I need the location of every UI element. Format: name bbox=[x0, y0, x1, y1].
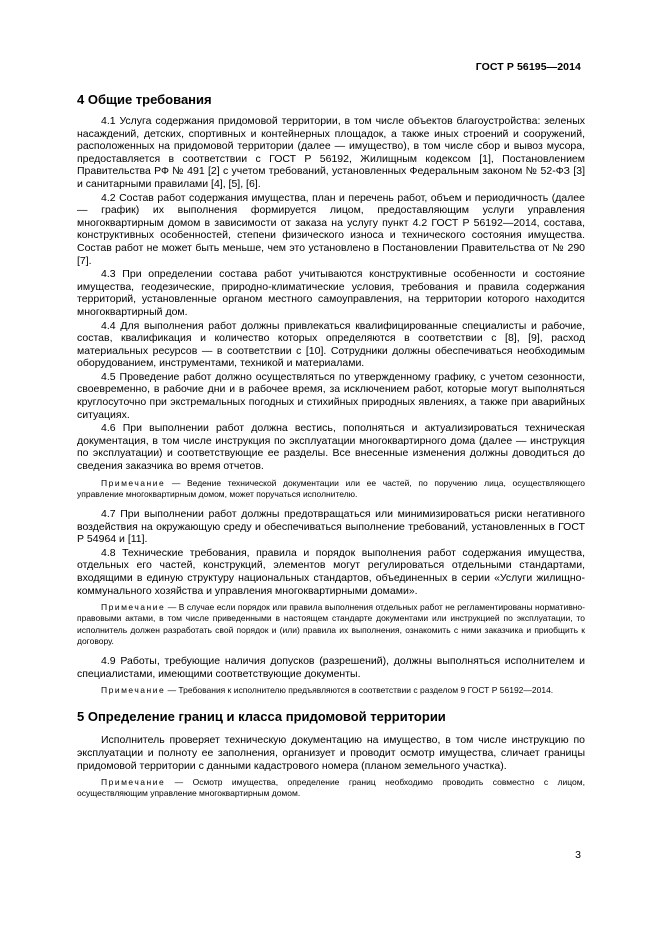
note-2 bbox=[77, 602, 585, 647]
paragraph-4-8: 4.8 Технические требования, правила и порядок выполнения работ содержания имущества, отдельных его частей, конструкций, элементов могут регулироваться отдельными стандартами, входящими в единую структуру национальных стандартов, объединенных в серии «Услуги жилищно-коммунального хозяйства и управления многоквартирными домами». bbox=[77, 546, 585, 597]
note-3 bbox=[77, 685, 585, 696]
paragraph-4-6: 4.6 При выполнении работ должна вестись, пополняться и актуализироваться техническая документация, в том числе инструкция по эксплуатации многоквартирного дома (далее — инструкция по эксплуатации) и соответствующие ее разделы. Все внесенные изменения должны доводиться до сведения заказчика во время отчетов. bbox=[77, 422, 585, 473]
page-content bbox=[77, 92, 585, 808]
note-text: — Ведение технической документации или ее частей, по поручению лица, осуществляющего управление многоквартирным домом, может поручаться исполнителю. bbox=[77, 477, 585, 499]
paragraph-4-9: 4.9 Работы, требующие наличия допусков (разрешений), должны выполняться исполнителем и специалистами, имеющими соответствующие документы. bbox=[77, 655, 585, 680]
section-5-title: 5 Определение границ и класса придомовой территории bbox=[77, 709, 446, 725]
paragraph-4-1: 4.1 Услуга содержания придомовой территории, в том числе объектов благоустройства: зеленых насаждений, детских, спортивных и контейнерных площадок, а также иных строений и сооружений, расположенных на придомовой территории (далее — имущество), в том числе сбор и вывоз мусора, предоставляется в соответствии с ГОСТ Р 56192, Жилищным кодексом [1], Постановлением Правительства РФ № 491 [2] с учетом требований, установленных Федеральным законом № 52-ФЗ [3] и санитарными правилами [4], [5], [6]. bbox=[77, 115, 585, 190]
note-text: — Осмотр имущества, определение границ необходимо проводить совместно с лицом, осуществляющим управление многоквартирным домом. bbox=[77, 777, 585, 799]
page-number: 3 bbox=[575, 849, 581, 861]
paragraph-4-3: 4.3 При определении состава работ учитываются конструктивные особенности и состояние имущества, геодезические, природно-климатические условия, требования и правила содержания территорий, установленные органом местного самоуправления, на территории которого находится многоквартирный дом. bbox=[77, 268, 585, 318]
paragraph-4-5: 4.5 Проведение работ должно осуществляться по утвержденному графику, с учетом сезонности, своевременно, в рабочие дни и в рабочее время, за исключением работ, которые могут выполняться круглосуточно при экстремальных погодных и стихийных природных явлениях, а также при аварийных ситуациях. bbox=[77, 370, 585, 421]
note-4 bbox=[77, 777, 585, 799]
note-label: Примечание bbox=[101, 602, 166, 613]
paragraph-4-4: 4.4 Для выполнения работ должны привлекаться квалифицированные специалисты и рабочие, состав, квалификация и количество которых определяются в соответствии с [8], [9], расход материальных ресурсов — в соответствии с [10]. Сотрудники должны обеспечиваться необходимым оборудованием, инструментами, техникой и материалами. bbox=[77, 319, 585, 370]
note-label: Примечание bbox=[101, 685, 166, 696]
note-label: Примечание bbox=[101, 477, 166, 488]
paragraph-4-2: 4.2 Состав работ содержания имущества, план и перечень работ, объем и периодичность (далее — график) их выполнения формируется лицом, предоставляющим услуги управления многоквартирным домом в зависимости от заказа на услугу пункт 4.2 ГОСТ Р 56192—2014, состава, конструктивных особенностей, степени физического износа и технического состояния имущества. Состав работ не может быть меньше, чем это установлено в Постановлении Правительства от № 290 [7]. bbox=[77, 191, 585, 267]
note-text: — В случае если порядок или правила выполнения отдельных работ не регламентированы нормативно-правовыми актами, в том числе приведенными в настоящем стандарте документами или инструкцией по эксплуатации, то исполнитель должен разработать свой порядок и (или) правила их выполнения, ознакомить с ними заказчика и приобщить к договору. bbox=[77, 602, 585, 646]
paragraph-4-7: 4.7 При выполнении работ должны предотвращаться или минимизироваться риски негативного воздействия на окружающую среду и обеспечиваться выполнение требований, установленных в ГОСТ Р 54964 и [11]. bbox=[77, 508, 585, 546]
note-1 bbox=[77, 478, 585, 500]
note-label: Примечание bbox=[101, 777, 166, 788]
section-4-title: 4 Общие требования bbox=[77, 92, 212, 107]
paragraph-5-1: Исполнитель проверяет техническую документацию на имущество, в том числе инструкцию по эксплуатации и полноту ее заполнения, организует и проводит осмотр имущества, сличает границы придомовой территории с данными кадастрового номера (планом земельного участка). bbox=[77, 734, 585, 772]
note-text: — Требования к исполнителю предъявляются в соответствии с разделом 9 ГОСТ Р 56192—2014. bbox=[165, 685, 554, 696]
standard-header: ГОСТ Р 56195—2014 bbox=[475, 61, 581, 73]
